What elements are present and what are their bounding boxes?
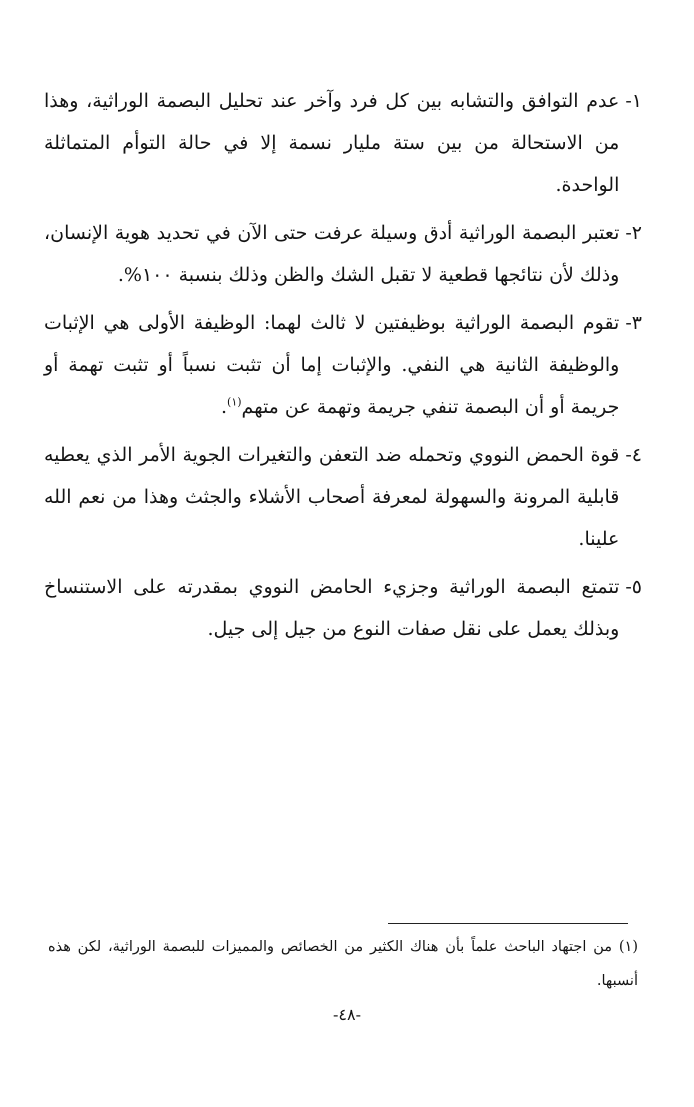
item-text: تقوم البصمة الوراثية بوظيفتين لا ثالث لهما: الوظيفة الأولى هي الإثبات والوظيفة الثانية هي النفي. والإثبات إما أن تثبت نسباً أو تثبت تهمة أو جريمة أو أن البصمة تنفي جريمة وتهمة عن متهم bbox=[44, 312, 620, 418]
item-text-wrapper bbox=[44, 302, 619, 428]
item-text: عدم التوافق والتشابه بين كل فرد وآخر عند تحليل البصمة الوراثية، وهذا من الاستحالة من بين ستة مليار نسمة إلا في حالة التوأم المتماثلة الواحدة. bbox=[44, 90, 620, 196]
item-number: ٢- bbox=[625, 222, 642, 244]
item-text: قوة الحمض النووي وتحمله ضد التعفن والتغيرات الجوية الأمر الذي يعطيه قابلية المرونة والسهولة لمعرفة أصحاب الأشلاء والجثث وهذا من نعم الله علينا. bbox=[44, 444, 620, 550]
page-number: -٤٨- bbox=[333, 1005, 361, 1024]
list-item bbox=[44, 566, 642, 650]
footnote-separator bbox=[388, 923, 628, 924]
list-item bbox=[44, 434, 642, 560]
item-number: ٣- bbox=[625, 312, 642, 334]
item-text: تتمتع البصمة الوراثية وجزيء الحامض النووي بمقدرته على الاستنساخ وبذلك يعمل على نقل صفات النوع من جيل إلى جيل. bbox=[44, 576, 620, 640]
item-number: ٤- bbox=[625, 444, 642, 466]
item-number: ٥- bbox=[625, 576, 642, 598]
list-item bbox=[44, 212, 642, 296]
item-number: ١- bbox=[625, 90, 642, 112]
footnote-reference: (١) bbox=[227, 395, 242, 409]
footnote: (١) من اجتهاد الباحث علماً بأن هناك الكثير من الخصائص والمميزات للبصمة الوراثية، لكن هذه أنسبها. bbox=[48, 939, 638, 989]
list-item bbox=[44, 302, 642, 428]
item-text: تعتبر البصمة الوراثية أدق وسيلة عرفت حتى الآن في تحديد هوية الإنسان، وذلك لأن نتائجها قطعية لا تقبل الشك والظن وذلك بنسبة ١٠٠%. bbox=[44, 222, 620, 286]
numbered-list bbox=[44, 80, 642, 656]
item-text-tail: . bbox=[220, 396, 228, 418]
list-item bbox=[44, 80, 642, 206]
